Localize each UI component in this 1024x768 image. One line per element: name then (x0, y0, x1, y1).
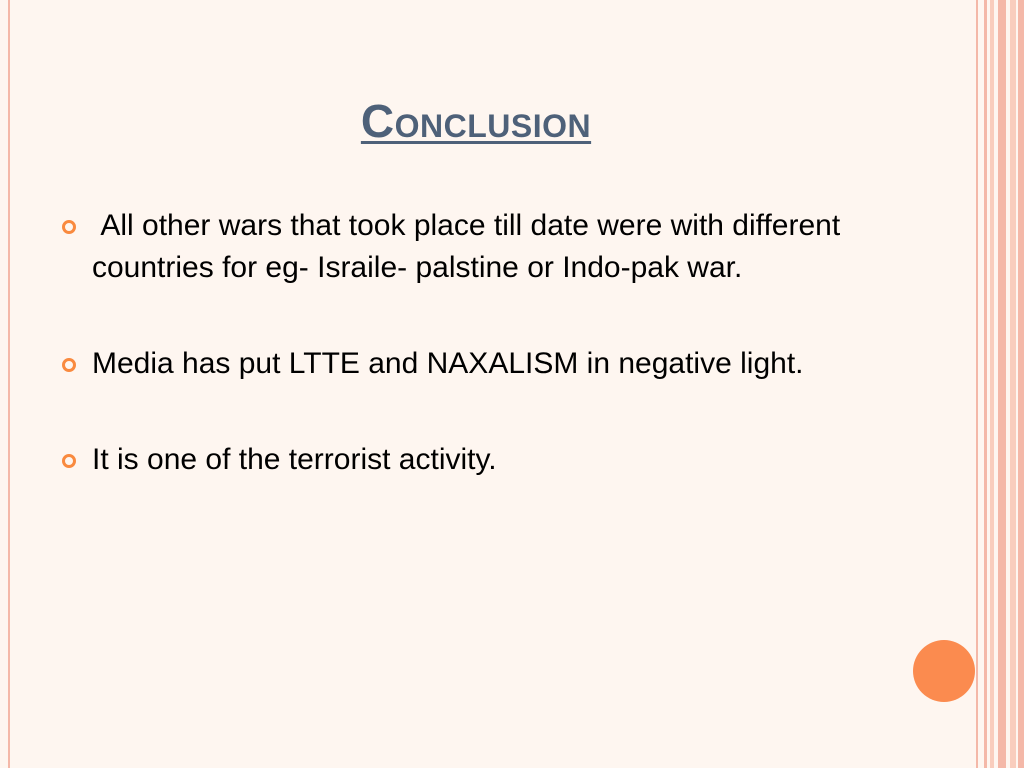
right-stripe (1018, 0, 1024, 768)
bullet-circle-icon (62, 454, 76, 468)
bullet-text: All other wars that took place till date were with different countries for eg- Israile- palstine or Indo-pak war. (92, 209, 849, 284)
bullet-circle-icon (62, 220, 76, 234)
bullet-item (62, 343, 842, 385)
right-stripe (990, 0, 994, 768)
bullet-text: Media has put LTTE and NAXALISM in negative light. (92, 347, 804, 380)
right-stripe (976, 0, 978, 768)
slide-title (0, 94, 952, 148)
right-stripe (1010, 0, 1016, 768)
right-stripe (998, 0, 1006, 768)
bullet-text: It is one of the terrorist activity. (92, 443, 497, 476)
slide-title-text: Conclusion (360, 95, 592, 147)
bullet-item (62, 205, 849, 289)
decorative-circle (913, 640, 975, 702)
bullet-circle-icon (62, 358, 76, 372)
bullet-item (62, 439, 842, 481)
right-stripe (984, 0, 987, 768)
bullet-list (62, 205, 849, 481)
